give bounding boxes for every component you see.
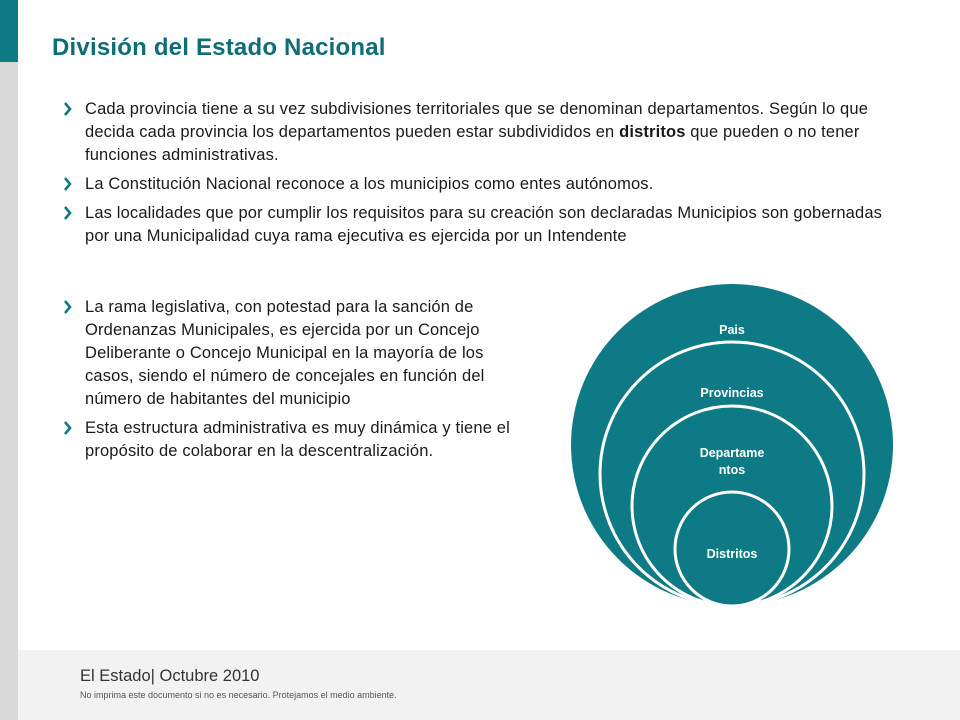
chevron-right-icon <box>64 205 72 221</box>
bottom-bullet-list <box>64 296 534 469</box>
bullet-text: que pueden o no tener funciones administrativas. <box>85 123 860 164</box>
bullet-text: Cada provincia tiene a su vez subdivisiones territoriales que se denominan departamentos. Según lo que decida cada provincia los departamentos pueden estar subdivididos en <box>85 100 869 141</box>
bullet-item <box>64 98 884 167</box>
chevron-right-icon <box>64 420 72 436</box>
footer-note: No imprima este documento si no es necesario. Protejamos el medio ambiente. <box>80 690 397 700</box>
label-distritos: Distritos <box>706 547 758 561</box>
bullet-text: Las localidades que por cumplir los requisitos para su creación son declaradas Municipios son gobernadas por una Municipalidad cuya rama ejecutiva es ejercida por un Intendente <box>85 204 883 245</box>
slide-title: División del Estado Nacional <box>52 34 386 61</box>
chevron-right-icon <box>64 299 72 315</box>
bullet-text: La rama legislativa, con potestad para la sanción de Ordenanzas Municipales, es ejercida por un Concejo Deliberante o Concejo Municipal en la mayoría de los casos, siendo el número de concejales en función del número de habitantes del municipio <box>85 298 485 408</box>
label-provincias: Provincias <box>700 386 764 400</box>
label-departamentos-line1: Departame <box>699 446 765 460</box>
bullet-item <box>64 173 884 196</box>
bullet-item <box>64 417 534 463</box>
bullet-text: Esta estructura administrativa es muy dinámica y tiene el propósito de colaborar en la descentralización. <box>85 419 510 460</box>
top-bullet-list <box>64 98 884 254</box>
left-accent-bar <box>0 0 18 62</box>
bullet-bold-term: distritos <box>619 123 686 141</box>
nested-circles-diagram <box>565 283 899 607</box>
footer-title: El Estado| Octubre 2010 <box>80 667 260 685</box>
bullet-item <box>64 296 534 411</box>
bullet-text: La Constitución Nacional reconoce a los municipios como entes autónomos. <box>85 175 654 193</box>
label-pais: Pais <box>719 323 745 337</box>
chevron-right-icon <box>64 176 72 192</box>
label-departamentos-line2: ntos <box>718 463 746 477</box>
chevron-right-icon <box>64 101 72 117</box>
bullet-item <box>64 202 884 248</box>
left-side-bar <box>0 0 18 720</box>
